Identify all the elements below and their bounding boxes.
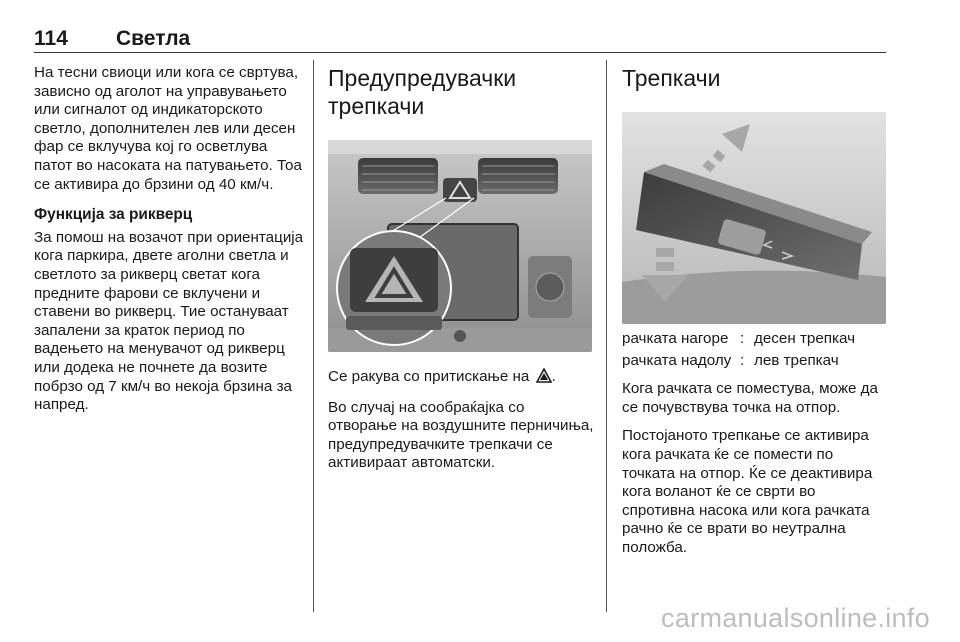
chapter-title: Светла xyxy=(116,27,191,50)
lever-down-sep: : xyxy=(740,351,745,369)
hazard-operation-text: Се ракува со притискање на xyxy=(328,368,530,385)
lever-up-sep: : xyxy=(740,330,745,347)
column-divider-2 xyxy=(606,60,607,612)
continuous-flash-paragraph: Постојаното трепкање се активира кога рачката ќе се помести по точката на отпор. Ќе се деактивира кога воланот ќе се сврти во спротивна насока или кога рачката рачно ќе се врати во неутрална положба. xyxy=(622,427,873,556)
lever-up-key: рачката нагоре xyxy=(622,330,729,347)
hazard-switch-figure xyxy=(328,140,592,352)
turn-signal-table xyxy=(622,330,888,370)
resistance-point-paragraph: Кога рачката се поместува, може да се почувствува точка на отпор. xyxy=(622,380,878,416)
lever-down-value: лев трепкач xyxy=(754,351,839,369)
hazard-warning-triangle-icon xyxy=(536,368,552,389)
column-2 xyxy=(328,64,594,473)
hazard-airbag-paragraph: Во случај на сообраќајка со отворање на воздушните перничиња, предупредувачките трепкачи се активираат автоматски. xyxy=(328,398,594,472)
column-3 xyxy=(622,64,888,558)
cornering-light-paragraph: На тесни свиоци или кога се свртува, зависно од аголот на управувањето или сигналот од индикаторското светло, дополнителен лев или десен фар се вклучува кој го осветлува патот во насоката на патувањето. Тоа се активира до брзини од 40 км/ч. xyxy=(34,64,302,193)
page-number: 114 xyxy=(34,27,68,50)
reverse-function-heading: Функција за рикверц xyxy=(34,206,193,224)
hazard-section-title: Предупредувачки трепкачи xyxy=(328,65,517,119)
turn-signal-section-title: Трепкачи xyxy=(622,65,721,91)
reverse-function-paragraph: За помош на возачот при ориентација кога паркира, двете аголни светла и светлото за рикверц светат кога предните фарови се вклучени и ставени во рикверц. Тие остануваат запалени за краток период по вадењето на менувачот од рикверц или додека не почнете да возите побрзо од 7 км/ч во некоја брзина за напред. xyxy=(34,228,304,414)
lever-down-key: рачката надолу xyxy=(622,351,732,369)
hazard-operation-paragraph: Се ракува со притискање на . xyxy=(328,368,594,389)
watermark: carmanualsonline.info xyxy=(661,603,930,633)
page-header xyxy=(34,27,886,53)
lever-up-value: десен трепкач xyxy=(754,330,856,347)
turn-signal-lever-figure xyxy=(622,112,886,324)
header-rule xyxy=(34,52,886,53)
column-1 xyxy=(34,64,306,415)
column-divider-1 xyxy=(313,60,314,612)
